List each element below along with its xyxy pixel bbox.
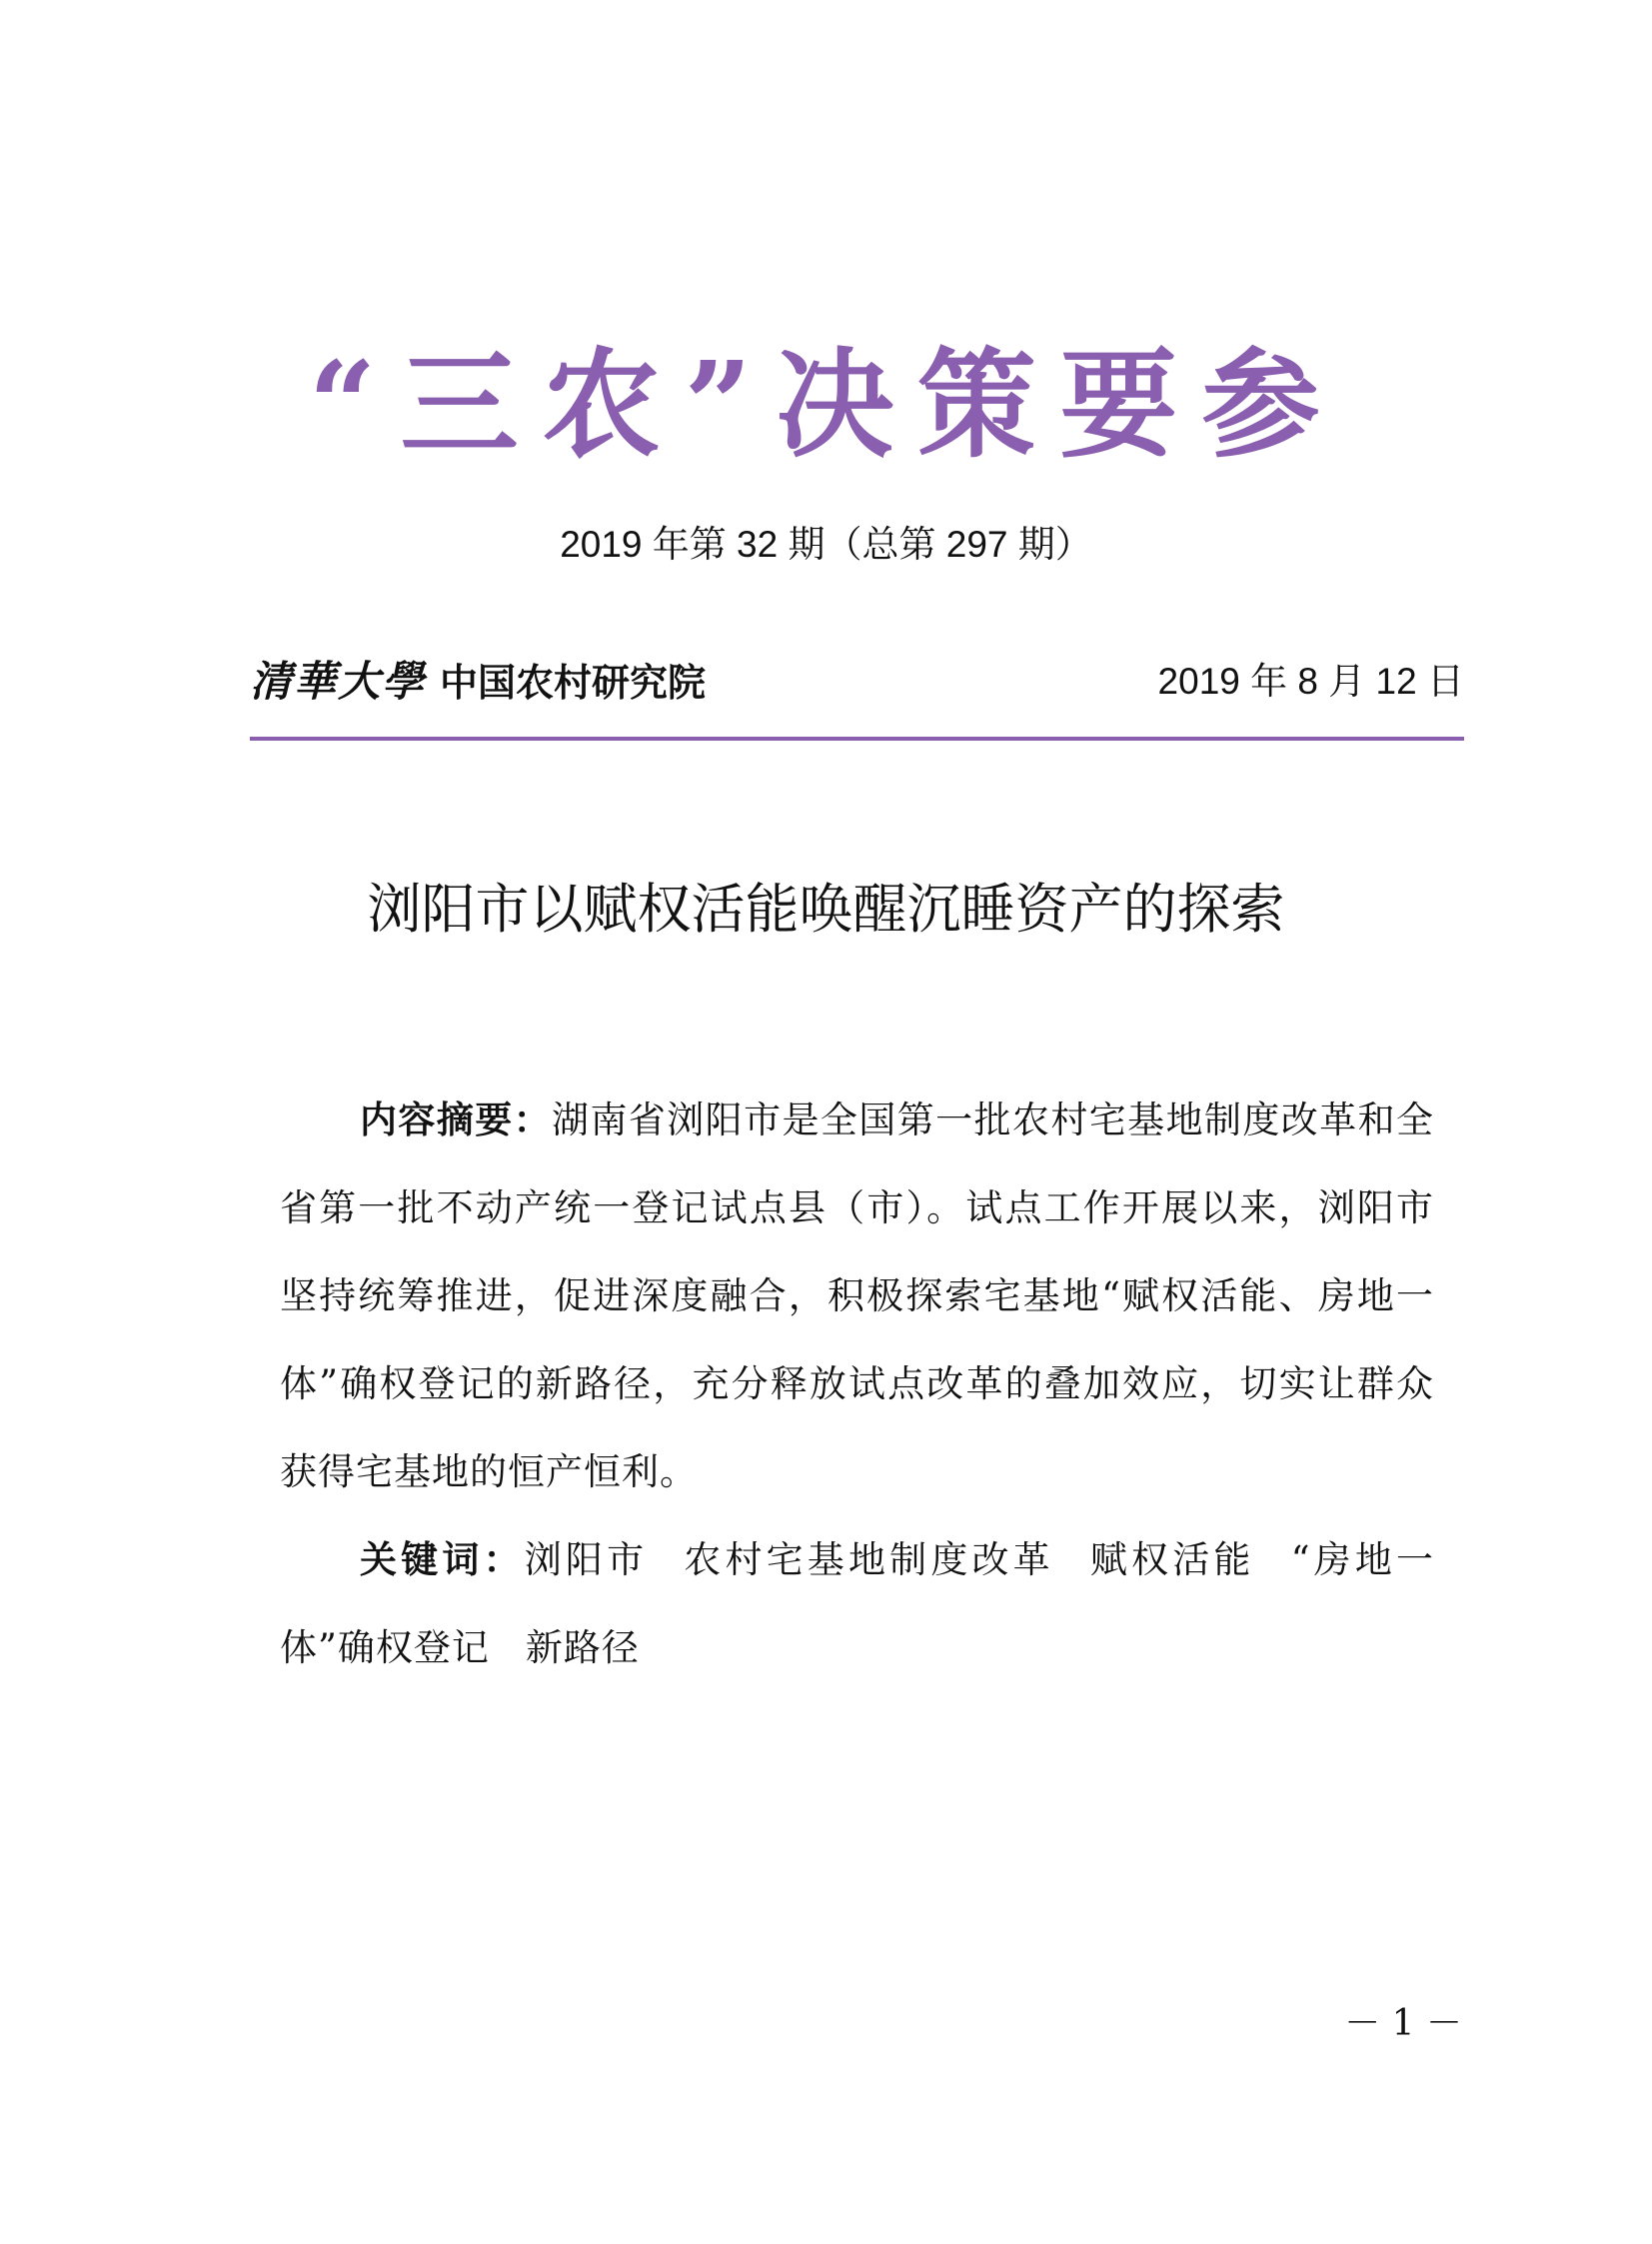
publisher [250,652,706,721]
page-number: － 1 － [1344,2003,1462,2044]
keyword-item: 农村宅基地制度改革 [684,1538,1054,1581]
masthead-title: “三农”决策要参 [308,335,1344,474]
article-title: 浏阳市以赋权活能唤醒沉睡资产的探索 [367,878,1285,941]
abstract-label: 内容摘要： [360,1099,553,1141]
keyword-item: 浏阳市 [524,1538,649,1581]
publisher-name: 中国农村研究院 [440,660,707,705]
keyword-item: 赋权活能 [1089,1538,1255,1581]
university-logo: 清華大學 [250,657,427,706]
abstract-paragraph [280,1077,1434,1516]
keyword-item: “房地一体”确权登记 [280,1538,1435,1669]
publisher-row [250,652,1464,712]
keywords-label: 关键词： [360,1538,525,1581]
abstract-text: 湖南省浏阳市是全国第一批农村宅基地制度改革和全省第一批不动产统一登记试点县（市）。试点工作开展以来，浏阳市坚持统筹推进，促进深度融合，积极探索宅基地“赋权活能、房地一体”确权登记的新路径，充分释放试点改革的叠加效应，切实让群众获得宅基地的恒产恒利。 [280,1099,1435,1493]
article-body [280,1077,1434,1692]
issue-number: 2019 年第 32 期（总第 297 期） [560,524,1092,565]
publication-date: 2019 年 8 月 12 日 [1157,661,1464,702]
keywords-paragraph [280,1516,1434,1692]
keyword-item: 新路径 [525,1626,640,1669]
header-divider [250,737,1464,741]
